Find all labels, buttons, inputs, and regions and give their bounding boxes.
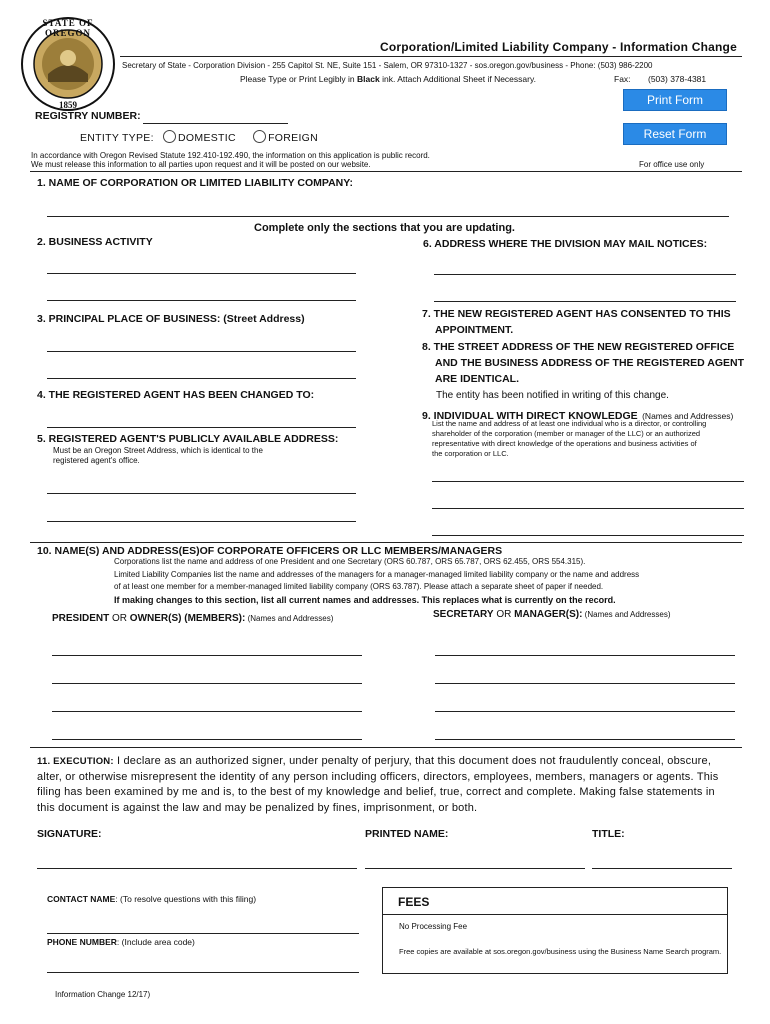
seal-year: 1859 — [59, 100, 77, 110]
title-rule — [120, 56, 742, 57]
registry-number-label: REGISTRY NUMBER: — [35, 110, 141, 122]
divider-top — [30, 171, 742, 172]
direct-knowledge-input-2[interactable] — [432, 508, 744, 509]
president-input-4[interactable] — [52, 739, 362, 740]
complete-only-note: Complete only the sections that you are updating. — [254, 222, 515, 234]
radio-foreign[interactable] — [253, 130, 266, 143]
section-6-heading: 6. ADDRESS WHERE THE DIVISION MAY MAIL NOTICES: — [423, 238, 708, 250]
business-activity-input-2[interactable] — [47, 300, 356, 301]
agent-address-input-2[interactable] — [47, 521, 356, 522]
printed-name-label: PRINTED NAME: — [365, 828, 449, 840]
print-form-button[interactable]: Print Form — [623, 89, 727, 111]
header-address: Secretary of State - Corporation Division - 255 Capitol St. NE, Suite 151 - Salem, OR 97310-1327 - sos.oregon.gov/business - Phone: (503) 986-2200 — [122, 61, 653, 70]
radio-domestic[interactable] — [163, 130, 176, 143]
principal-address-input-2[interactable] — [47, 378, 356, 379]
secretary-input-3[interactable] — [435, 711, 735, 712]
section-5-note-1: Must be an Oregon Street Address, which is identical to the — [53, 446, 263, 455]
section-10-heading: 10. NAME(S) AND ADDRESS(ES)OF CORPORATE OFFICERS OR LLC MEMBERS/MANAGERS — [37, 545, 503, 557]
phone-number-label: PHONE NUMBER: (Include area code) — [47, 937, 195, 947]
agent-address-input-1[interactable] — [47, 493, 356, 494]
section-10-note-2: Limited Liability Companies list the name and addresses of the managers for a manager-managed limited liability company or the name and address — [114, 570, 640, 579]
notified-note: The entity has been notified in writing of this change. — [436, 390, 669, 401]
fax-value: (503) 378-4381 — [648, 74, 707, 84]
public-record-notice-2: We must release this information to all parties upon request and it will be posted on our website. — [31, 160, 371, 169]
section-9-heading: 9. INDIVIDUAL WITH DIRECT KNOWLEDGE (Names and Addresses) — [422, 410, 734, 422]
office-use-label: For office use only — [639, 160, 705, 169]
section-3-heading: 3. PRINCIPAL PLACE OF BUSINESS: (Street Address) — [37, 313, 305, 325]
president-input-1[interactable] — [52, 655, 362, 656]
fees-no-processing: No Processing Fee — [399, 922, 468, 931]
page-title: Corporation/Limited Liability Company - Information Change — [380, 40, 737, 54]
section-2-heading: 2. BUSINESS ACTIVITY — [37, 236, 153, 248]
secretary-heading: SECRETARY OR MANAGER(S): (Names and Addresses) — [433, 609, 671, 620]
signature-input[interactable] — [37, 868, 357, 869]
contact-name-input[interactable] — [47, 933, 359, 934]
section-1-heading: 1. NAME OF CORPORATION OR LIMITED LIABILITY COMPANY: — [37, 177, 353, 189]
section-10-note-3: of at least one member for a member-managed limited liability company (ORS 63.787). Please attach a separate sheet of paper if needed. — [114, 582, 604, 591]
seal-text: STATE OF OREGON — [42, 18, 94, 38]
phone-number-input[interactable] — [47, 972, 359, 973]
divider-section-10 — [30, 542, 742, 543]
registered-agent-input[interactable] — [47, 427, 356, 428]
execution-statement: 11. EXECUTION: I declare as an authorized signer, under penalty of perjury, that this document does not fraudulently conceal, obscure, alter, or otherwise misrepresent the identity of any person including officers, directors, employees, members, managers or agents. This filing has been examined by me and is, to the best of my knowledge and belief, true, correct and complete. Making false statements in this document is against the law and may be penalized by fines, imprisonment, or both. — [37, 755, 719, 814]
secretary-input-2[interactable] — [435, 683, 735, 684]
company-name-input[interactable] — [47, 216, 729, 217]
mail-address-input-1[interactable] — [434, 274, 736, 275]
section-8-line-3: ARE IDENTICAL. — [435, 373, 519, 385]
registry-number-input[interactable] — [143, 123, 288, 124]
business-activity-input-1[interactable] — [47, 273, 356, 274]
secretary-input-4[interactable] — [435, 739, 735, 740]
entity-type: ENTITY TYPE: DOMESTIC FOREIGN — [80, 132, 319, 144]
secretary-input-1[interactable] — [435, 655, 735, 656]
section-8-line-1: 8. THE STREET ADDRESS OF THE NEW REGISTERED OFFICE — [422, 341, 735, 353]
principal-address-input-1[interactable] — [47, 351, 356, 352]
section-8-line-2: AND THE BUSINESS ADDRESS OF THE REGISTERED AGENT — [435, 357, 745, 369]
section-4-heading: 4. THE REGISTERED AGENT HAS BEEN CHANGED TO: — [37, 389, 315, 401]
fees-title: FEES — [398, 895, 430, 909]
fees-free-copies: Free copies are available at sos.oregon.gov/business using the Business Name Search program. — [399, 947, 722, 956]
title-input[interactable] — [592, 868, 732, 869]
signature-label: SIGNATURE: — [37, 828, 102, 840]
divider-section-11 — [30, 747, 742, 748]
fees-rule — [383, 914, 727, 915]
direct-knowledge-input-1[interactable] — [432, 481, 744, 482]
president-input-3[interactable] — [52, 711, 362, 712]
reset-form-button[interactable]: Reset Form — [623, 123, 727, 145]
president-heading: PRESIDENT OR OWNER(S) (MEMBERS): (Names and Addresses) — [52, 613, 334, 624]
public-record-notice-1: In accordance with Oregon Revised Statute 192.410-192.490, the information on this application is public record. — [31, 151, 430, 160]
president-input-2[interactable] — [52, 683, 362, 684]
section-10-note-1: Corporations list the name and address of one President and one Secretary (ORS 60.787, ORS 65.787, ORS 62.455, ORS 554.315). — [114, 557, 586, 566]
section-5-note-2: registered agent's office. — [53, 456, 140, 465]
printed-name-input[interactable] — [365, 868, 585, 869]
form-footer: Information Change 12/17) — [55, 990, 151, 999]
title-label: TITLE: — [592, 828, 625, 840]
section-7-line-1: 7. THE NEW REGISTERED AGENT HAS CONSENTED TO THIS — [422, 308, 731, 320]
header-instructions: Please Type or Print Legibly in Black ink. Attach Additional Sheet if Necessary. — [240, 74, 536, 84]
direct-knowledge-input-3[interactable] — [432, 535, 744, 536]
state-seal — [20, 16, 116, 112]
entity-type-label: ENTITY TYPE: — [80, 132, 154, 144]
section-7-line-2: APPOINTMENT. — [435, 324, 514, 336]
section-9-note: List the name and address of at least one individual who is a director, or controlling shareholder of the corporation (member or manager of the LLC) or an authorized representative with direct knowledge of the operations and business activities of the corporation or LLC. — [432, 419, 707, 458]
fees-box — [382, 887, 728, 974]
mail-address-input-2[interactable] — [434, 301, 736, 302]
contact-name-label: CONTACT NAME: (To resolve questions with this filing) — [47, 894, 257, 904]
section-10-bold-note: If making changes to this section, list all current names and addresses. This replaces what is currently on the record. — [114, 595, 616, 605]
section-5-heading: 5. REGISTERED AGENT'S PUBLICLY AVAILABLE ADDRESS: — [37, 433, 339, 445]
fax-label: Fax: — [614, 74, 631, 84]
